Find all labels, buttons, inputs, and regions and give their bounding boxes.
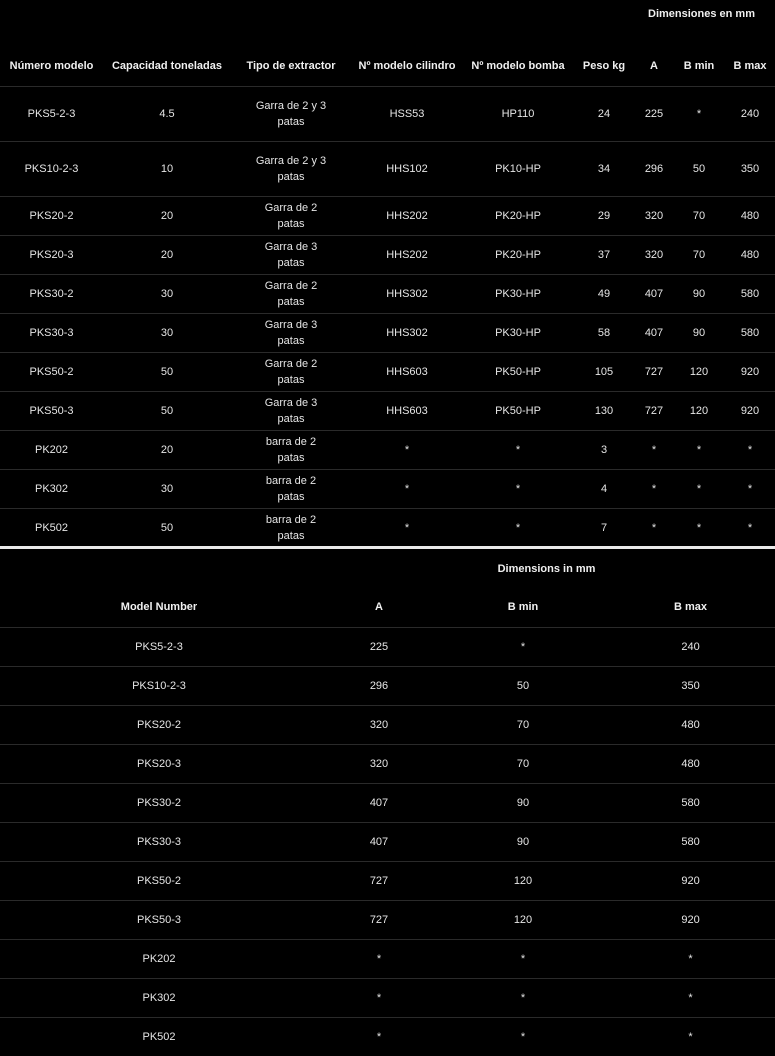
cell-tipo: Garra de 2 y 3 patas (255, 99, 327, 128)
cell-tipo: Garra de 2 patas (264, 201, 318, 230)
cell-bmax: * (688, 1030, 693, 1043)
cell-a: 407 (644, 287, 664, 300)
cell-bmin: 90 (692, 326, 706, 339)
header-modelo-bomba: Nº modelo bomba (471, 59, 565, 72)
table-row (0, 235, 775, 274)
cell-bmax: 350 (681, 679, 700, 692)
cell-a: 225 (369, 640, 389, 653)
table-row (0, 352, 775, 391)
cell-cilindro: HHS603 (386, 365, 428, 378)
cell-peso: 24 (597, 107, 611, 120)
table-row (0, 196, 775, 235)
cell-a: * (376, 1030, 382, 1043)
cell-cilindro: * (404, 443, 410, 456)
table-row (0, 86, 775, 141)
cell-cilindro: HHS603 (386, 404, 428, 417)
cell-bmax: 580 (740, 326, 760, 339)
table-row (0, 978, 775, 1017)
cell-capacidad: 20 (160, 209, 174, 222)
cell-a: * (376, 952, 382, 965)
cell-a: 296 (644, 162, 664, 175)
table-row (0, 391, 775, 430)
cell-bomba: * (515, 521, 521, 534)
cell-numero: PKS20-3 (29, 248, 74, 261)
cell-model: PKS50-3 (136, 913, 182, 926)
cell-a: 320 (369, 757, 389, 770)
cell-bomba: HP110 (501, 107, 535, 120)
cell-tipo: Garra de 2 patas (264, 279, 318, 308)
cell-cilindro: HHS202 (386, 248, 428, 261)
cell-peso: 130 (594, 404, 614, 417)
table-row (0, 469, 775, 508)
cell-numero: PK202 (34, 443, 69, 456)
cell-peso: 49 (597, 287, 611, 300)
dimensions-caption: Dimensions in mm (497, 563, 596, 575)
cell-a: 727 (369, 874, 389, 887)
cell-peso: 58 (597, 326, 611, 339)
cell-bmin: 70 (692, 209, 706, 222)
cell-bmax: 480 (681, 718, 700, 731)
cell-peso: 29 (597, 209, 611, 222)
header-a: A (650, 59, 658, 72)
cell-capacidad: 20 (160, 443, 174, 456)
cell-bmax: 580 (681, 796, 700, 809)
cell-cilindro: HHS302 (386, 326, 428, 339)
table-row (0, 861, 775, 900)
header-b-max: B max (733, 59, 767, 72)
cell-bmin: 70 (692, 248, 706, 261)
cell-cilindro: HHS202 (386, 209, 428, 222)
cell-cilindro: HSS53 (389, 107, 425, 120)
cell-tipo: Garra de 3 patas (264, 396, 318, 425)
cell-tipo: Garra de 2 y 3 patas (255, 154, 327, 183)
cell-bmax: * (747, 482, 753, 495)
cell-bmin: 120 (513, 913, 533, 926)
cell-bmax: 480 (740, 248, 760, 261)
cell-bmax: * (747, 521, 753, 534)
cell-peso: 37 (597, 248, 611, 261)
cell-tipo: barra de 2 patas (265, 435, 317, 464)
cell-bmax: 480 (681, 757, 700, 770)
header-b-max-en: B max (673, 601, 708, 614)
cell-model: PKS30-3 (136, 835, 182, 848)
table-row (0, 274, 775, 313)
cell-a: 320 (369, 718, 389, 731)
cell-cilindro: * (404, 482, 410, 495)
english-dimensions-table-section (0, 549, 775, 1052)
cell-bmin: 90 (516, 796, 530, 809)
header-peso: Peso kg (582, 59, 626, 72)
table-row (0, 430, 775, 469)
cell-bmin: 120 (689, 365, 709, 378)
cell-bmin: * (696, 443, 702, 456)
cell-peso: 3 (600, 443, 608, 456)
cell-numero: PK302 (34, 482, 69, 495)
cell-capacidad: 50 (160, 404, 174, 417)
cell-capacidad: 50 (160, 365, 174, 378)
cell-capacidad: 4.5 (159, 107, 175, 120)
cell-bmax: * (688, 952, 693, 965)
header-b-min-en: B min (507, 601, 539, 614)
cell-cilindro: * (404, 521, 410, 534)
cell-a: 407 (369, 835, 389, 848)
header-tipo-extractor: Tipo de extractor (246, 59, 336, 72)
cell-bomba: PK30-HP (495, 326, 541, 339)
cell-bmax: 580 (740, 287, 760, 300)
cell-numero: PKS50-2 (29, 365, 74, 378)
cell-numero: PKS50-3 (29, 404, 74, 417)
cell-bmin: 90 (516, 835, 530, 848)
cell-model: PKS30-2 (136, 796, 182, 809)
table-row (0, 627, 775, 666)
table-row (0, 744, 775, 783)
header-numero-modelo: Número modelo (9, 59, 94, 72)
cell-tipo: Garra de 3 patas (264, 240, 318, 269)
cell-a: 296 (369, 679, 389, 692)
cell-capacidad: 50 (160, 521, 174, 534)
cell-numero: PKS20-2 (29, 209, 74, 222)
cell-a: 407 (644, 326, 664, 339)
cell-tipo: Garra de 2 patas (264, 357, 318, 386)
cell-model: PKS20-3 (136, 757, 182, 770)
cell-bmin: * (696, 521, 702, 534)
cell-a: 320 (644, 209, 664, 222)
cell-model: PKS50-2 (136, 874, 182, 887)
cell-peso: 7 (600, 521, 608, 534)
cell-bmin: 120 (689, 404, 709, 417)
cell-bomba: PK20-HP (495, 248, 541, 261)
cell-bmax: 350 (740, 162, 760, 175)
cell-numero: PKS30-2 (29, 287, 74, 300)
table-row (0, 822, 775, 861)
cell-a: 407 (369, 796, 389, 809)
cell-capacidad: 20 (160, 248, 174, 261)
cell-capacidad: 30 (160, 326, 174, 339)
cell-bmax: 920 (681, 913, 700, 926)
cell-bmax: * (688, 991, 693, 1004)
cell-bmin: 70 (516, 757, 530, 770)
cell-bmax: 580 (681, 835, 700, 848)
cell-bmin: 90 (692, 287, 706, 300)
cell-tipo: barra de 2 patas (265, 474, 317, 503)
cell-bmin: * (520, 952, 526, 965)
cell-bomba: PK30-HP (495, 287, 541, 300)
cell-cilindro: HHS302 (386, 287, 428, 300)
cell-bomba: PK50-HP (495, 365, 541, 378)
cell-a: 225 (644, 107, 664, 120)
table-row (0, 705, 775, 744)
cell-peso: 34 (597, 162, 611, 175)
cell-bmin: * (520, 1030, 526, 1043)
header-a-en: A (375, 601, 383, 614)
cell-bmax: 240 (681, 640, 700, 653)
cell-bomba: PK10-HP (495, 162, 541, 175)
cell-bmin: * (520, 991, 526, 1004)
cell-a: 727 (369, 913, 389, 926)
table-row (0, 1017, 775, 1056)
table-row (0, 141, 775, 196)
cell-bmax: 920 (740, 404, 760, 417)
cell-bmax: * (747, 443, 753, 456)
cell-numero: PK502 (34, 521, 69, 534)
cell-a: * (651, 443, 657, 456)
cell-bomba: PK20-HP (495, 209, 541, 222)
cell-bomba: * (515, 443, 521, 456)
cell-capacidad: 30 (160, 287, 174, 300)
table-row (0, 939, 775, 978)
cell-a: * (651, 482, 657, 495)
header-b-min: B min (683, 59, 715, 72)
cell-tipo: barra de 2 patas (265, 513, 317, 542)
cell-peso: 4 (600, 482, 608, 495)
table-row (0, 313, 775, 352)
table-row (0, 666, 775, 705)
header-capacidad: Capacidad toneladas (111, 59, 223, 72)
cell-bmax: 480 (740, 209, 760, 222)
cell-bomba: PK50-HP (495, 404, 541, 417)
cell-bmin: 70 (516, 718, 530, 731)
cell-model: PK302 (142, 991, 176, 1004)
cell-bmin: * (520, 640, 526, 653)
cell-cilindro: HHS102 (386, 162, 428, 175)
cell-tipo: Garra de 3 patas (264, 318, 318, 347)
header-modelo-cilindro: Nº modelo cilindro (358, 59, 456, 72)
cell-bmin: * (696, 107, 702, 120)
cell-model: PK502 (142, 1030, 176, 1043)
cell-model: PK202 (142, 952, 176, 965)
cell-bmax: 920 (740, 365, 760, 378)
header-model-number: Model Number (120, 601, 198, 614)
dimensiones-caption: Dimensiones en mm (648, 8, 755, 20)
cell-capacidad: 30 (160, 482, 174, 495)
cell-a: * (651, 521, 657, 534)
cell-numero: PKS5-2-3 (27, 107, 76, 120)
cell-a: 727 (644, 365, 664, 378)
cell-bmax: 240 (740, 107, 760, 120)
cell-bmin: * (696, 482, 702, 495)
cell-a: * (376, 991, 382, 1004)
table-row (0, 900, 775, 939)
english-dimensions-table (0, 549, 775, 1056)
table-row (0, 783, 775, 822)
cell-numero: PKS30-3 (29, 326, 74, 339)
cell-bomba: * (515, 482, 521, 495)
cell-a: 320 (644, 248, 664, 261)
cell-bmax: 920 (681, 874, 700, 887)
cell-model: PKS20-2 (136, 718, 182, 731)
cell-model: PKS10-2-3 (132, 679, 186, 692)
cell-a: 727 (644, 404, 664, 417)
table-row (0, 508, 775, 547)
cell-bmin: 50 (692, 162, 706, 175)
cell-model: PKS5-2-3 (135, 640, 183, 653)
cell-capacidad: 10 (160, 162, 174, 175)
cell-bmin: 50 (516, 679, 530, 692)
cell-bmin: 120 (513, 874, 533, 887)
cell-numero: PKS10-2-3 (24, 162, 79, 175)
cell-peso: 105 (594, 365, 614, 378)
